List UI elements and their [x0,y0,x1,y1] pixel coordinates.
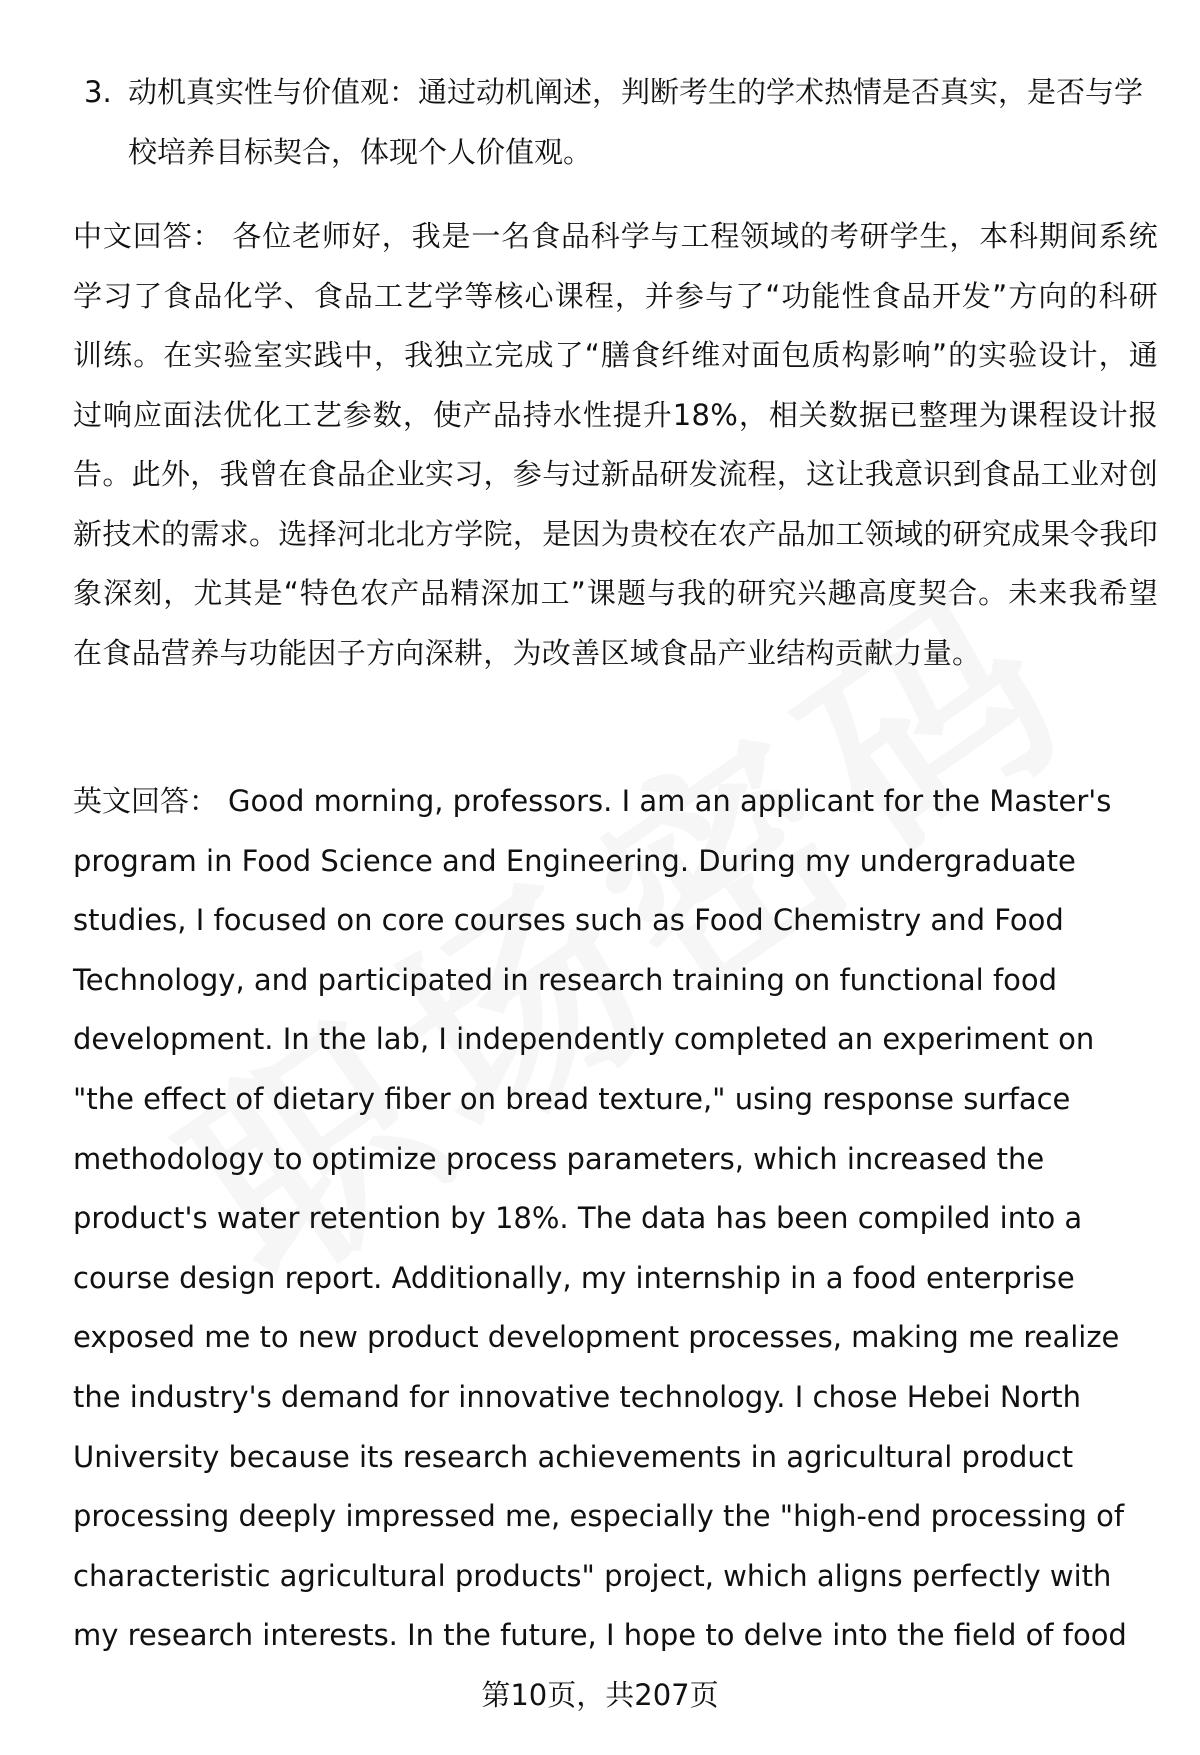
criteria-item-3 [84,62,1144,182]
english-answer-paragraph [73,772,1163,1666]
chinese-answer-label: 中文回答： [73,219,223,253]
chinese-answer-paragraph [73,207,1158,683]
page-number-footer: 第10页，共207页 [481,1678,719,1712]
english-answer-text: Good morning, professors. I am an applicant for the Master's program in Food Science and Engineering. During my undergraduate studies, I focused on core courses such as Food Chemistry and Food Technology, and participated in research training on functional food development. In the lab, I independently completed an experiment on "the effect of dietary fiber on bread texture," using response surface methodology to optimize process parameters, which increased the product's water retention by 18%. The data has been compiled into a course design report. Additionally, my internship in a food enterprise exposed me to new product development processes, making me realize the industry's demand for innovative technology. I chose Hebei North University because its research achievements in agricultural product processing deeply impressed me, especially the "high-end processing of characteristic agricultural products" project, which aligns perfectly with my research interests. In the future, I hope to delve into the field of food [73,784,1127,1653]
chinese-answer-text: 各位老师好，我是一名食品科学与工程领域的考研学生，本科期间系统学习了食品化学、食品工艺学等核心课程，并参与了“功能性食品开发”方向的科研训练。在实验室实践中，我独立完成了“膳食纤维对面包质构影响”的实验设计，通过响应面法优化工艺参数，使产品持水性提升18%，相关数据已整理为课程设计报告。此外，我曾在食品企业实习，参与过新品研发流程，这让我意识到食品工业对创新技术的需求。选择河北北方学院，是因为贵校在农产品加工领域的研究成果令我印象深刻，尤其是“特色农产品精深加工”课题与我的研究兴趣高度契合。未来我希望在食品营养与功能因子方向深耕，为改善区域食品产业结构贡献力量。 [73,219,1158,670]
criteria-number: 3. [84,75,112,109]
english-answer-label: 英文回答： [73,784,219,818]
criteria-text: 动机真实性与价值观：通过动机阐述，判断考生的学术热情是否真实，是否与学校培养目标契合，体现个人价值观。 [128,75,1144,169]
